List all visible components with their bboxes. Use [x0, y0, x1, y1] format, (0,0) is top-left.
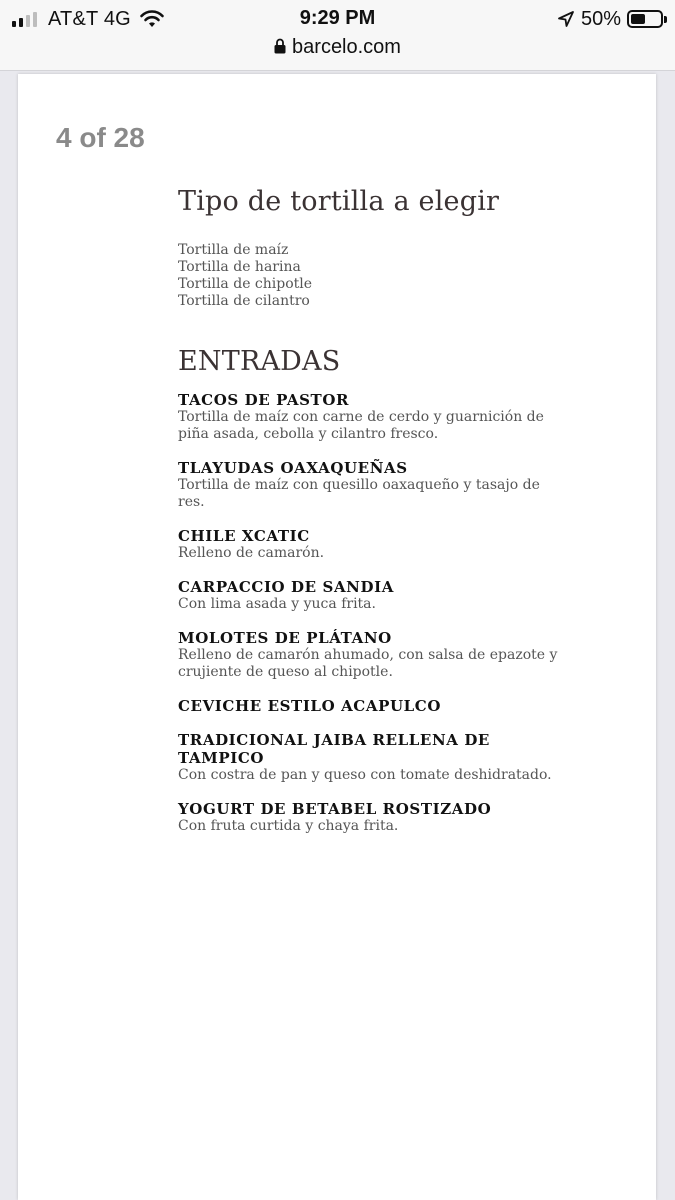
battery-fill [631, 14, 645, 24]
url-text[interactable]: barcelo.com [292, 36, 401, 58]
tortilla-option: Tortilla de harina [178, 259, 301, 276]
menu-item-name: YOGURT DE BETABEL ROSTIZADO [178, 799, 492, 818]
menu-item [178, 731, 558, 784]
menu-item [178, 391, 558, 443]
menu-item-name: CEVICHE ESTILO ACAPULCO [178, 696, 441, 715]
battery-icon [627, 10, 663, 28]
menu-item [178, 578, 558, 613]
menu-item [178, 697, 558, 715]
menu-item [178, 527, 558, 562]
entradas-section-title: ENTRADAS [178, 346, 341, 378]
document-page [18, 74, 656, 1200]
menu-item-description: Con lima asada y yuca frita. [178, 595, 376, 612]
menu-item [178, 459, 558, 511]
menu-item-description: Relleno de camarón. [178, 544, 325, 561]
menu-content [178, 186, 558, 851]
menu-item-name: CARPACCIO DE SANDIA [178, 577, 394, 596]
status-bar [0, 0, 675, 71]
menu-item-name: TACOS DE PASTOR [178, 390, 350, 409]
menu-item-description: Con costra de pan y queso con tomate deshidratado. [178, 766, 552, 783]
menu-item-name: TLAYUDAS OAXAQUEÑAS [178, 458, 408, 477]
menu-item-description: Tortilla de maíz con carne de cerdo y guarnición de piña asada, cebolla y cilantro fresco. [178, 408, 544, 442]
tortilla-options-list [178, 242, 558, 310]
entradas-list [178, 391, 558, 835]
clock: 9:29 PM [299, 7, 376, 29]
menu-item-name: TRADICIONAL JAIBA RELLENA DE TAMPICO [178, 730, 490, 767]
status-right [557, 6, 663, 32]
tortilla-option: Tortilla de cilantro [178, 293, 310, 310]
menu-item-name: MOLOTES DE PLÁTANO [178, 628, 392, 647]
menu-item [178, 800, 558, 835]
menu-item-description: Tortilla de maíz con quesillo oaxaqueño y tasajo de res. [178, 476, 540, 510]
address-bar[interactable] [0, 36, 675, 59]
menu-item-description: Con fruta curtida y chaya frita. [178, 817, 399, 834]
tortilla-option: Tortilla de maíz [178, 242, 289, 259]
carrier-label: AT&T 4G [48, 7, 131, 30]
menu-item [178, 629, 558, 681]
lock-icon [274, 38, 286, 54]
battery-percent: 50% [580, 7, 621, 30]
tortilla-section-title: Tipo de tortilla a elegir [178, 186, 500, 217]
menu-item-description: Relleno de camarón ahumado, con salsa de epazote y crujiente de queso al chipotle. [178, 646, 558, 680]
tortilla-option: Tortilla de chipotle [178, 276, 313, 293]
menu-item-name: CHILE XCATIC [178, 526, 310, 545]
page-counter: 4 of 28 [56, 122, 145, 153]
location-arrow-icon [557, 10, 575, 28]
